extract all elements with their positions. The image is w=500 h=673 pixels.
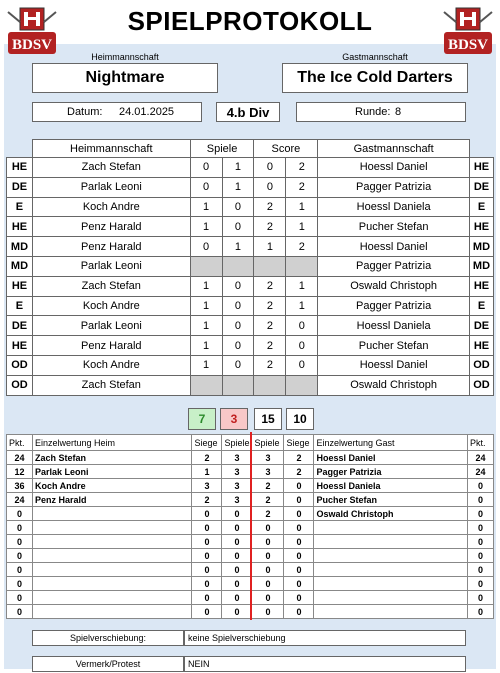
shift-value: keine Spielverschiebung xyxy=(188,633,286,643)
stats-home-player xyxy=(32,577,192,591)
game-row xyxy=(7,296,494,316)
game-score-guest: 2 xyxy=(286,237,318,257)
game-score-home: 2 xyxy=(254,197,286,217)
stats-pkt-guest: 0 xyxy=(467,563,493,577)
stats-pkt-guest: 24 xyxy=(467,451,493,465)
stats-home-player: Koch Andre xyxy=(32,479,192,493)
stats-siege-home: 2 xyxy=(192,451,222,465)
game-score-home xyxy=(254,375,286,395)
logo-text-right: BDSV xyxy=(447,37,489,53)
game-home-player: Parlak Leoni xyxy=(32,256,190,276)
game-guest-player: Hoessl Daniel xyxy=(318,355,470,375)
stats-home-player: Penz Harald xyxy=(32,493,192,507)
stats-siege-guest: 0 xyxy=(284,605,314,619)
stats-home-player xyxy=(32,521,192,535)
shift-label: Spielverschiebung: xyxy=(69,633,147,643)
stats-pkt-guest: 24 xyxy=(467,465,493,479)
stats-header-pkt-home: Pkt. xyxy=(7,435,33,451)
game-type-home: DE xyxy=(7,177,33,197)
game-spiele-guest: 1 xyxy=(222,177,254,197)
game-spiele-guest xyxy=(222,375,254,395)
stats-siege-home: 0 xyxy=(192,549,222,563)
stats-spiele-guest: 0 xyxy=(252,535,284,549)
stats-pkt-guest: 0 xyxy=(467,591,493,605)
game-home-player: Penz Harald xyxy=(32,336,190,356)
stats-siege-guest: 0 xyxy=(284,479,314,493)
stats-spiele-guest: 2 xyxy=(252,479,284,493)
stats-spiele-home: 0 xyxy=(222,521,252,535)
round-box xyxy=(296,102,466,122)
game-row xyxy=(7,177,494,197)
game-row xyxy=(7,276,494,296)
game-spiele-guest: 0 xyxy=(222,316,254,336)
round-value: 8 xyxy=(395,106,402,118)
date-box xyxy=(32,102,202,122)
game-type-home: HE xyxy=(7,158,33,178)
game-type-home: MD xyxy=(7,237,33,257)
game-type-guest: HE xyxy=(469,217,493,237)
stats-siege-guest: 0 xyxy=(284,521,314,535)
stats-spiele-home: 0 xyxy=(222,577,252,591)
stats-spiele-home: 3 xyxy=(222,479,252,493)
game-row xyxy=(7,316,494,336)
stats-pkt-guest: 0 xyxy=(467,507,493,521)
game-score-guest: 0 xyxy=(286,336,318,356)
stats-home-player: Parlak Leoni xyxy=(32,465,192,479)
game-score-home: 1 xyxy=(254,237,286,257)
total-score-home: 15 xyxy=(254,408,282,430)
logo-text-left: BDSV xyxy=(11,37,53,53)
stats-guest-player xyxy=(314,535,468,549)
stats-spiele-home: 3 xyxy=(222,451,252,465)
game-type-guest: OD xyxy=(469,375,493,395)
game-score-guest: 1 xyxy=(286,217,318,237)
game-guest-player: Oswald Christoph xyxy=(318,375,470,395)
stats-home-player xyxy=(32,563,192,577)
stats-siege-home: 2 xyxy=(192,493,222,507)
game-spiele-guest: 0 xyxy=(222,197,254,217)
game-guest-player: Pagger Patrizia xyxy=(318,296,470,316)
game-type-guest: E xyxy=(469,197,493,217)
total-games-home: 7 xyxy=(188,408,216,430)
game-row xyxy=(7,355,494,375)
stats-siege-guest: 2 xyxy=(284,465,314,479)
stats-home-player xyxy=(32,605,192,619)
game-guest-player: Hoessl Daniela xyxy=(318,197,470,217)
protest-label-box xyxy=(32,656,184,672)
stats-spiele-home: 0 xyxy=(222,535,252,549)
total-score-guest: 10 xyxy=(286,408,314,430)
stats-siege-home: 1 xyxy=(192,465,222,479)
game-type-home: OD xyxy=(7,355,33,375)
stats-guest-player xyxy=(314,521,468,535)
stats-guest-player: Hoessl Daniela xyxy=(314,479,468,493)
game-score-guest: 0 xyxy=(286,355,318,375)
stats-pkt-home: 0 xyxy=(7,535,33,549)
game-spiele-guest: 0 xyxy=(222,276,254,296)
game-spiele-home xyxy=(190,256,222,276)
game-home-player: Koch Andre xyxy=(32,296,190,316)
stats-guest-player: Hoessl Daniel xyxy=(314,451,468,465)
stats-home-player xyxy=(32,507,192,521)
game-type-guest: DE xyxy=(469,316,493,336)
game-spiele-home: 1 xyxy=(190,316,222,336)
stats-spiele-guest: 3 xyxy=(252,465,284,479)
game-type-guest: HE xyxy=(469,336,493,356)
stats-home-player: Zach Stefan xyxy=(32,451,192,465)
stats-siege-guest: 0 xyxy=(284,591,314,605)
stats-pkt-home: 0 xyxy=(7,507,33,521)
game-type-guest: HE xyxy=(469,276,493,296)
shift-label-box xyxy=(32,630,184,646)
game-guest-player: Oswald Christoph xyxy=(318,276,470,296)
stats-spiele-guest: 2 xyxy=(252,507,284,521)
game-guest-player: Pagger Patrizia xyxy=(318,256,470,276)
division-box: 4.b Div xyxy=(216,102,280,122)
stats-spiele-guest: 0 xyxy=(252,605,284,619)
stats-siege-home: 3 xyxy=(192,479,222,493)
stats-siege-guest: 0 xyxy=(284,535,314,549)
game-home-player: Zach Stefan xyxy=(32,158,190,178)
game-score-guest: 2 xyxy=(286,177,318,197)
stats-header-guest: Einzelwertung Gast xyxy=(314,435,468,451)
home-team-label: Heimmannschaft xyxy=(91,52,159,62)
game-row xyxy=(7,336,494,356)
game-row xyxy=(7,375,494,395)
game-home-player: Zach Stefan xyxy=(32,375,190,395)
stats-guest-player xyxy=(314,577,468,591)
game-spiele-guest: 0 xyxy=(222,355,254,375)
game-guest-player: Hoessl Daniela xyxy=(318,316,470,336)
stats-siege-home: 0 xyxy=(192,605,222,619)
game-spiele-home: 1 xyxy=(190,276,222,296)
game-type-guest: DE xyxy=(469,177,493,197)
game-home-player: Parlak Leoni xyxy=(32,177,190,197)
stats-pkt-home: 0 xyxy=(7,591,33,605)
game-guest-player: Pucher Stefan xyxy=(318,336,470,356)
stats-header-spiele-home: Spiele xyxy=(222,435,252,451)
game-score-guest: 1 xyxy=(286,276,318,296)
stats-spiele-home: 0 xyxy=(222,605,252,619)
stats-pkt-guest: 0 xyxy=(467,605,493,619)
protest-value: NEIN xyxy=(188,659,210,669)
game-spiele-home: 0 xyxy=(190,177,222,197)
game-guest-player: Pagger Patrizia xyxy=(318,177,470,197)
stats-header-pkt-guest: Pkt. xyxy=(467,435,493,451)
game-spiele-guest xyxy=(222,256,254,276)
game-type-home: OD xyxy=(7,375,33,395)
game-score-home: 2 xyxy=(254,276,286,296)
stats-pkt-guest: 0 xyxy=(467,521,493,535)
game-score-guest xyxy=(286,256,318,276)
games-table xyxy=(6,139,494,396)
games-header-guest: Gastmannschaft xyxy=(318,140,470,158)
game-type-guest: OD xyxy=(469,355,493,375)
game-spiele-home xyxy=(190,375,222,395)
stats-spiele-home: 3 xyxy=(222,465,252,479)
game-guest-player: Hoessl Daniel xyxy=(318,158,470,178)
stats-pkt-guest: 0 xyxy=(467,577,493,591)
stats-pkt-guest: 0 xyxy=(467,479,493,493)
stats-pkt-home: 0 xyxy=(7,521,33,535)
stats-siege-guest: 0 xyxy=(284,577,314,591)
stats-spiele-guest: 0 xyxy=(252,563,284,577)
game-row xyxy=(7,197,494,217)
game-row xyxy=(7,158,494,178)
game-spiele-home: 1 xyxy=(190,217,222,237)
game-score-guest xyxy=(286,375,318,395)
game-row xyxy=(7,217,494,237)
stats-pkt-home: 36 xyxy=(7,479,33,493)
page-title: SPIELPROTOKOLL xyxy=(127,6,373,36)
stats-siege-guest: 0 xyxy=(284,549,314,563)
stats-spiele-home: 0 xyxy=(222,507,252,521)
game-spiele-home: 0 xyxy=(190,158,222,178)
game-row xyxy=(7,256,494,276)
stats-home-player xyxy=(32,591,192,605)
stats-guest-player xyxy=(314,591,468,605)
stats-spiele-guest: 0 xyxy=(252,549,284,563)
game-score-guest: 1 xyxy=(286,197,318,217)
game-spiele-home: 1 xyxy=(190,336,222,356)
total-games-guest: 3 xyxy=(220,408,248,430)
stats-pkt-home: 24 xyxy=(7,493,33,507)
game-score-home: 2 xyxy=(254,296,286,316)
stats-guest-player xyxy=(314,605,468,619)
game-type-home: HE xyxy=(7,276,33,296)
stats-spiele-home: 3 xyxy=(222,493,252,507)
game-spiele-home: 1 xyxy=(190,296,222,316)
stats-spiele-guest: 2 xyxy=(252,493,284,507)
stats-pkt-home: 24 xyxy=(7,451,33,465)
stats-guest-player xyxy=(314,563,468,577)
stats-pkt-home: 0 xyxy=(7,563,33,577)
game-home-player: Parlak Leoni xyxy=(32,316,190,336)
games-header-score: Score xyxy=(254,140,318,158)
divider-line xyxy=(250,432,252,620)
stats-pkt-home: 0 xyxy=(7,605,33,619)
round-label: Runde: xyxy=(355,106,391,118)
stats-siege-home: 0 xyxy=(192,507,222,521)
game-type-guest: E xyxy=(469,296,493,316)
game-spiele-home: 0 xyxy=(190,237,222,257)
game-score-home: 0 xyxy=(254,177,286,197)
game-type-home: E xyxy=(7,296,33,316)
stats-pkt-guest: 0 xyxy=(467,493,493,507)
home-team-name: Nightmare xyxy=(32,63,218,93)
game-type-guest: HE xyxy=(469,158,493,178)
game-guest-player: Hoessl Daniel xyxy=(318,237,470,257)
game-type-home: E xyxy=(7,197,33,217)
game-home-player: Koch Andre xyxy=(32,197,190,217)
stats-pkt-guest: 0 xyxy=(467,535,493,549)
stats-home-player xyxy=(32,535,192,549)
protest-label: Vermerk/Protest xyxy=(75,659,141,669)
game-home-player: Zach Stefan xyxy=(32,276,190,296)
stats-guest-player: Pucher Stefan xyxy=(314,493,468,507)
stats-siege-home: 0 xyxy=(192,563,222,577)
game-row xyxy=(7,237,494,257)
stats-home-player xyxy=(32,549,192,563)
game-spiele-guest: 0 xyxy=(222,296,254,316)
game-type-home: HE xyxy=(7,217,33,237)
stats-pkt-home: 0 xyxy=(7,549,33,563)
stats-siege-home: 0 xyxy=(192,577,222,591)
games-header-home: Heimmannschaft xyxy=(32,140,190,158)
stats-spiele-guest: 0 xyxy=(252,591,284,605)
stats-spiele-home: 0 xyxy=(222,549,252,563)
game-spiele-guest: 1 xyxy=(222,158,254,178)
date-label: Datum: xyxy=(67,106,103,118)
stats-siege-guest: 0 xyxy=(284,563,314,577)
game-score-home: 2 xyxy=(254,316,286,336)
game-type-guest: MD xyxy=(469,256,493,276)
stats-siege-guest: 2 xyxy=(284,451,314,465)
game-spiele-guest: 1 xyxy=(222,237,254,257)
game-spiele-home: 1 xyxy=(190,355,222,375)
game-type-guest: MD xyxy=(469,237,493,257)
stats-siege-home: 0 xyxy=(192,591,222,605)
shift-value-box xyxy=(184,630,466,646)
stats-pkt-home: 12 xyxy=(7,465,33,479)
stats-guest-player: Pagger Patrizia xyxy=(314,465,468,479)
stats-siege-guest: 0 xyxy=(284,493,314,507)
games-header-spiele: Spiele xyxy=(190,140,254,158)
game-home-player: Penz Harald xyxy=(32,217,190,237)
stats-pkt-home: 0 xyxy=(7,577,33,591)
game-spiele-guest: 0 xyxy=(222,336,254,356)
game-spiele-home: 1 xyxy=(190,197,222,217)
guest-team-label: Gastmannschaft xyxy=(342,52,408,62)
stats-header-spiele-guest: Spiele xyxy=(252,435,284,451)
game-home-player: Koch Andre xyxy=(32,355,190,375)
stats-spiele-guest: 0 xyxy=(252,577,284,591)
game-spiele-guest: 0 xyxy=(222,217,254,237)
stats-pkt-guest: 0 xyxy=(467,549,493,563)
stats-header-siege-home: Siege xyxy=(192,435,222,451)
game-score-home: 2 xyxy=(254,355,286,375)
stats-spiele-guest: 3 xyxy=(252,451,284,465)
game-home-player: Penz Harald xyxy=(32,237,190,257)
protest-value-box xyxy=(184,656,466,672)
game-score-home xyxy=(254,256,286,276)
stats-siege-home: 0 xyxy=(192,535,222,549)
game-score-guest: 2 xyxy=(286,158,318,178)
game-type-home: DE xyxy=(7,316,33,336)
stats-spiele-home: 0 xyxy=(222,563,252,577)
game-type-home: HE xyxy=(7,336,33,356)
game-score-guest: 0 xyxy=(286,316,318,336)
stats-spiele-guest: 0 xyxy=(252,521,284,535)
stats-spiele-home: 0 xyxy=(222,591,252,605)
stats-siege-guest: 0 xyxy=(284,507,314,521)
stats-header-home: Einzelwertung Heim xyxy=(32,435,192,451)
game-score-guest: 1 xyxy=(286,296,318,316)
stats-siege-home: 0 xyxy=(192,521,222,535)
guest-team-name: The Ice Cold Darters xyxy=(282,63,468,93)
game-type-home: MD xyxy=(7,256,33,276)
stats-guest-player xyxy=(314,549,468,563)
game-guest-player: Pucher Stefan xyxy=(318,217,470,237)
game-score-home: 2 xyxy=(254,217,286,237)
stats-guest-player: Oswald Christoph xyxy=(314,507,468,521)
date-value: 24.01.2025 xyxy=(119,106,175,118)
game-score-home: 2 xyxy=(254,336,286,356)
game-score-home: 0 xyxy=(254,158,286,178)
stats-header-siege-guest: Siege xyxy=(284,435,314,451)
